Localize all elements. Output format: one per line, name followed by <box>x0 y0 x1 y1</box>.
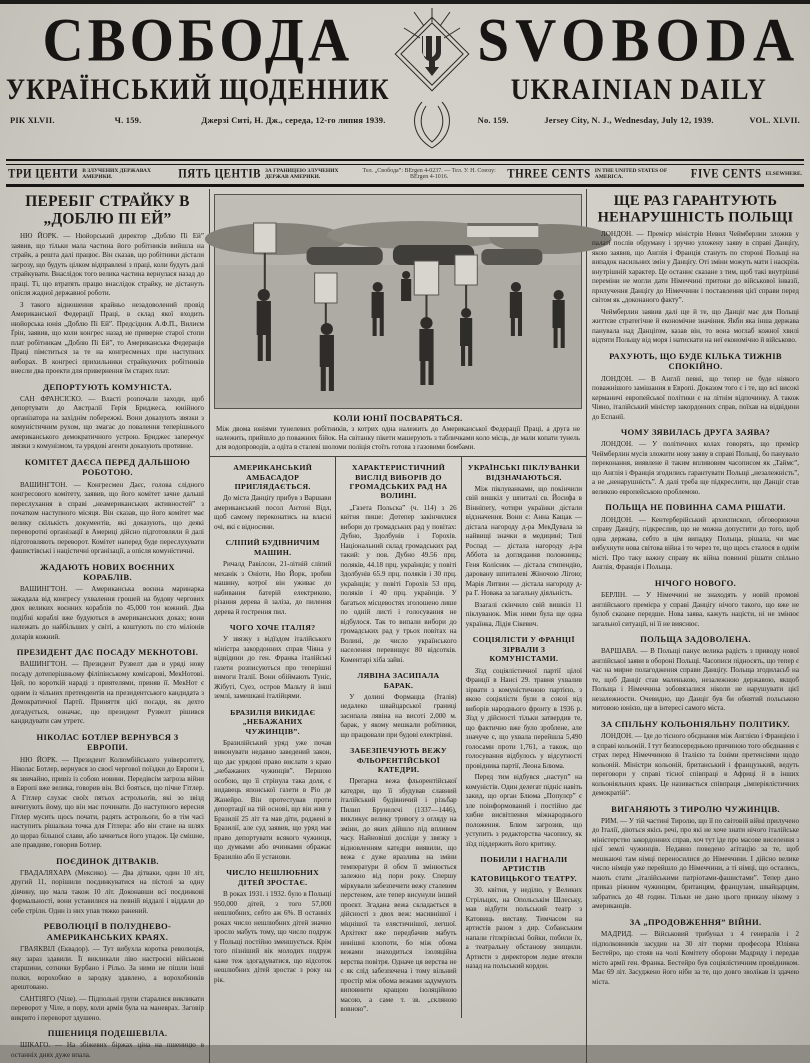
masthead-right <box>474 6 804 125</box>
article-headline: РАХУЮТЬ, ЩО БУДЕ КІЛЬКА ТИЖНІВ СПОКІЙНО. <box>609 350 782 372</box>
article-headline: ПОБИЛИ І НАГНАЛИ АРТИСТІВ КАТОВИЦЬКОГО ТЕАТРУ. <box>470 855 577 883</box>
article <box>340 746 456 1015</box>
article <box>214 708 331 863</box>
article-headline: ЧОМУ ЗЯВИЛАСЬ ДРУГА ЗАЯВА? <box>620 427 771 438</box>
article-body <box>592 516 799 573</box>
article <box>11 382 204 452</box>
article <box>592 427 799 497</box>
price-uk-three-cents-note: В ЗЛУЧЕНИХ ДЕРЖАВАХ АМЕРИКИ. <box>82 168 151 181</box>
article-paragraph: САН ФРАНСІСКО. — Власті розпочали заходи, щоб депортувати до Австралії Герія Бриджеса, юнійного організатора на західнім побережжі. Вони доказують звязки з комуністичним рухом, що змагає до повалення теперішнього американського демократичного устрою. Бриджес заперечує звязки з комунізмом, та урядові агенти доказують противне. <box>11 394 204 451</box>
article-paragraph: Зїзд соціялістичної партії цілої Франції в Нансі 29. травня ухвалив зірвати з комуністичною партією, з якою соціялісти були в союзі від виборів народнього фронту в 1936 р. Зїзд у дійсності тільки затвердив те, що фактично вже було зроблене, але значуче є, що ухвала перейшла 5,490 голосами проти 1,761, а також, що голосування відбулось у відсутності провідника партії, Леона Блюма. <box>465 666 582 770</box>
article <box>11 457 204 557</box>
article-headline: ДЕПОРТУЮТЬ КОМУНІСТА. <box>43 381 172 392</box>
page-body <box>6 189 804 1059</box>
right-column <box>587 189 804 1063</box>
article <box>466 463 582 629</box>
article-paragraph: ЛОНДОН. — Іде до тісного обєднання між Англією і Францією і в справі кольоній. І тут безпосередньою причиною того обєднання є страх перед Німеччиною й Італією та їхніми претенсіями щодо кольоній. Міністри кольоній, британський і французький, ведуть переговори у справі тісної співпраці в Африці й в інших кольоніяльних краях. Це називається співпраця „імперіялістичних демократій”. <box>592 732 799 798</box>
tryzub-trident-icon <box>392 6 472 156</box>
price-uk-1 <box>8 168 168 181</box>
article-headline: ЗА „ПРОДОВЖЕННЯ” ВІЙНИ. <box>629 916 762 927</box>
article-headline: ПРЕЗИДЕНТ ДАЄ ПОСАДУ МЕКНОТОВІ. <box>16 647 199 658</box>
article-headline: ПОЛЬЩА НЕ ПОВИННА САМА РІШАТИ. <box>605 502 786 513</box>
article-body <box>466 886 582 972</box>
price-en-three-cents-note: IN THE UNITED STATES OF AMERICA. <box>594 168 667 181</box>
article-body <box>214 494 331 532</box>
article-body <box>214 739 331 863</box>
article-body <box>214 560 331 617</box>
article-paragraph: ВАРШАВА. — В Польщі панує велика радість з приводу нової англійської заяви в обороні Польщі. Часописи підносять, що тепер є час на мирне полагодження справи Данціґу. Польща згодиласьб на те, щоб Данціґ став маленькою, незалежною державою, якщоб Польща і Німеччина зобовязалися ніколи не нарушувати цієї незалежности. Очевидно, що Данціґ був би обнятий польською митовою юнією, ще в інтересі самого міста. <box>592 647 799 713</box>
article <box>11 562 204 643</box>
article-paragraph: В роках 1931. і 1932. було в Польщі 950,000 дітей, з того 57,000 нешлюбних, себто аж 6%. В останніх роках число нешлюбних дітей значно зросло мабуть тому, що число подруж у Польщі постійно зменшується. Крім того пізніший вік молодих подруж каже теж здогадуватися, що відсоток нешлюбних дітей зростає з року на рік. <box>214 890 332 984</box>
article <box>592 634 799 714</box>
article-headline: ЧОГО ХОЧЕ ІТАЛІЯ? <box>229 623 316 632</box>
article-headline: ЗА СПІЛЬНУ КОЛЬОНІЯЛЬНУ ПОЛІТИКУ. <box>601 718 790 729</box>
article-paragraph: Ричалд Равілсон, 21-літній сліпий механік з Оніоти, Ню Йорк, зробив машину, котрої він уживає до набивання батерій електрикою, різання дерева й заліза, до пилення дерева й гострення пил. <box>214 560 332 616</box>
article-paragraph: НЮ ЙОРК. — Нюйорський директор „Доблю Пі Ей” заявив, що тільки мала частина його робітників вийшла на страйк, а решта далі працює. Він сказав, що робітники дістали загрозу, що будуть цілком відправлені з праці, коли будуть далі страйкувати. Внаслідок того велика частина вернулася назад до праці. Ті, що втратять працю внаслідок страйку, не дістануть опісля жадної державної роботи. <box>11 232 204 298</box>
article-paragraph: ВАШИНГТОН. — Американська воєнна маринарка зажадала від конгресу ухвалення грошей на будову чергових двох великих воєнних кораблів по 45,000 тон кожний. Два подібні кораблі вже будуються в американських доках; вони належать до найбільших у світі, а коштують по сто міліонів доларів кожний. <box>11 585 204 641</box>
price-en-2 <box>691 168 802 180</box>
article-body <box>11 585 204 642</box>
article-body <box>466 485 582 630</box>
masthead <box>6 6 804 156</box>
article-body <box>11 395 204 452</box>
article-paragraph: Між піклуванками, що покінчили свій вишкіл у шпиталі св. Йосифа в Вінніпеґу, чотири українки дістали відзначення. Вони є: Анна Кащак — дістала нагороду д-ра МекДувала за найвищі значки в медицині; Тилі Роспад — дістала нагороду д-ра Аббота за доглядання положниць; Геня Колісник — дістала стипендію, даровану шпиталеві Жіночою Лігою; Марія Литвин — дістала нагороду д-ра Г. Новака за загальну діяльність. <box>465 484 582 598</box>
article-headline: ЗАБЕЗПЕЧУЮТЬ ВЕЖУ ФЛЬОРЕНТІЙСЬКОЇ КАТЕДРИ. <box>350 746 447 775</box>
article-paragraph: БЕРЛІН. — У Німеччині не знаходять у новій промові англійського премієра у справі Данціґу нічого такого, що вже не булоб сказане передше. Нова заява, кажуть націсти, ні не змінює загальної ситуації, ні її не вияснює. <box>592 591 799 628</box>
article <box>466 855 582 972</box>
article-paragraph: РИМ. — У тій частині Тиролю, що її по світовій війні прилучено до Італії, діються якісь речі, про які не хоче знати нічого італійське міністерство закордонних справ, хоч тут іде про масове виселення з цієї землі чужинців. Недавно поведено агітацію за те, щоб мешкаючі там німці переносилися до Німеччини. І дійсно велике число німців уже перейшло до Німеччини, а ті німці, що остались, мають стати „італійськими патріотами-фашистами”. Тепер дано приказ ріжним чужинцям, британцям, французам, швайцарцям, забратись до 48 годин. Тільки не дано цього приказу нікому з американців. <box>592 816 799 911</box>
article <box>11 732 204 851</box>
article-paragraph: „Газета Польска” (ч. 114) з 26 квітня пише: Дотепер закінчилися вибори до громадських рад у повітах: Дубно, Здолбунів і Горохів. Національний склад громадських рад такий: у пов. Дубно 49.56 прц. поляків, 44.18 прц. українців; у повіті Здолбунів 65.9 прц. поляків і 30 прц. українців; у повіті Горохів 53 прц. поляків і 40 прц. українців. У багатьох місцевостях зголошено лише по одній листі і голосування не відбулося. Так то випали вибори до громадських рад у трьох повітах на Волині, де число українського населення перевищує 80 відсотків. Коментарі хіба зайві. <box>340 503 457 664</box>
article-headline: СЛІПИЙ БУДІВНИЧИМ МАШИН. <box>225 538 320 557</box>
price-uk-2 <box>178 168 351 181</box>
article <box>11 856 204 917</box>
article-paragraph: Бразилійський уряд уже почав виконувати недавно заведений закон, що дає урядові право вислати з краю „небажаних чужинців”. Першою особою, що її стрінула така доля, є видавець японської газети в Ріо де Жанейро. Він протестував проти депортації на тій основі, що він жив у Бразилії 25 літ та мав діти, роджені в Бразилії, але суд заявив, що уряд має право депортувати всякого чужинця, що думками або вчинками ображає Бразилію або її установи. <box>214 738 332 861</box>
center-subcolumn-1 <box>210 457 335 1018</box>
article-headline: ПЕРЕБІГ СТРАЙКУ В „ДОБЛЮ ПІ ЕЙ” <box>25 191 190 228</box>
article <box>592 351 799 422</box>
article-headline: ХАРАКТЕРИСТИЧНИЙ ВИСЛІД ВИБОРІВ ДО ГРОМАДСЬКИХ РАД НА ВОЛИНІ. <box>349 463 448 501</box>
article <box>592 502 799 572</box>
article-paragraph: У долині Формацца (Італія) недалеко швайцарської границі засипала лявіна на висоті 2,000 м. барак, у якому мешкали робітники, що працювали при будові електрівні. <box>340 692 457 739</box>
newspaper-title-ukrainian: СВОБОДА <box>42 6 354 75</box>
dateline-place-en: Jersey City, N. J., Wednesday, July 12, 1939. <box>544 115 714 125</box>
article-headline: СОЦІЯЛІСТИ У ФРАНЦІЇ ЗІРВАЛИ З КОМУНІСТАМИ. <box>472 635 575 664</box>
article <box>592 804 799 912</box>
pricebar-divider <box>6 184 804 187</box>
newspaper-subtitle-ukrainian: УКРАЇНСЬКИЙ ЩОДЕННИК <box>6 72 390 107</box>
article-headline: ПОЛЬЩА ЗАДОВОЛЕНА. <box>640 634 751 644</box>
article <box>11 1028 204 1060</box>
article-headline: ЧИСЛО НЕШЛЮБНИХ ДІТЕЙ ЗРОСТАЄ. <box>226 868 320 887</box>
strike-photo-image <box>215 195 581 403</box>
article-paragraph: З такого відношення крайньо незадоволений провід Американської Федерації Праці, в склад якої входить нюйорська юнія „Доблю Пі Ей”. Предсідник А.Ф.П., Вилиєм Ґрін, заявив, що коли конгрес назад не приверне старої стопи плат робітникам „Доблю Пі Ей”, то Американська Федерація Праці пімститься за те на конгресменах при наступних виборах. В конгресі прихильники страйкуючих робітників внесли два проекти для привернення їм старих плат. <box>11 300 204 376</box>
article <box>214 868 331 985</box>
article-headline: НІКОЛАС БОТЛЕР ВЕРНУВСЯ З ЕВРОПИ. <box>36 731 179 753</box>
article-paragraph: ВАШИНГТОН. — Конгресмен Даєс, голова слідного конгресового комітету, заявив, що його комітет зачне дальші переслухання в справі „неамериканських активностей” з початком наступного місяця. Він сказав, що його комітет має велику скількість документів, які доказують, що деякі переворотні організації в Америці дійсно підготовляли й далі підготовляють переворот. Комітет наперед буде переслухувати фашистівські і націстичні організації, а опісля комуністичні. <box>11 480 204 556</box>
article <box>592 191 799 346</box>
center-subcolumn-2 <box>335 457 460 1018</box>
price-uk-five-cents-note: ЗА ГРАНИЦЕЮ ЗЛУЧЕНИХ ДЕРЖАВ АМЕРИКИ. <box>264 168 339 181</box>
article-headline: ВИГАНЯЮТЬ З ТИРОЛЮ ЧУЖИНЦІВ. <box>611 803 780 814</box>
article <box>11 921 204 1023</box>
article-body <box>592 591 799 629</box>
article-body <box>214 890 331 985</box>
article-paragraph: ШІКАГО. — На збіжевих біржах ціна на пшеницю в останніх днях дуже впала. <box>11 1041 204 1059</box>
article <box>214 623 331 702</box>
article-body <box>11 1041 204 1060</box>
dateline-english <box>478 115 800 125</box>
photo-caption-title: КОЛИ ЮНІЇ ПОСВАРЯТЬСЯ. <box>333 412 463 423</box>
price-en-1 <box>507 168 680 181</box>
dateline-ukrainian <box>10 115 386 125</box>
photo-block <box>210 192 586 453</box>
article <box>11 191 204 377</box>
article-body <box>592 930 799 987</box>
article-paragraph: ГВАДАЛЯХАРА (Мексико). — Два дітваки, один 10 літ, другий 11, порішили поєдинкуватися на пістолі за одну дівчину, що мала також 10 літ. Доконавши всі поєдинкові формальності, вони уставилися на певній віддалі і віддали до себе стріли. Один із них упав тяжко ранений. <box>11 868 204 915</box>
article-body <box>592 375 799 423</box>
strike-photo <box>214 194 582 409</box>
article-paragraph: НЮ ЙОРК. — Президент Колюмбійського університету, Ніколас Ботлер, вернувся зо своєї чергової поїздки до Европи і, як звичайно, привіз із собою новини. Передівсім загроза війни в Европі вже велика, говорив він. Всі бояться, що пічне Гітлер. А Гітлер слухає своїх пятьох астрольоґів, які зо звізд вичитують йому, що він має починати. До наступного вересня Гітлер мусить щось почати, радять астрольоґи, бо в тім часі наступить рішальна точка для Гітлера: або він стане на шлях до щораз більшої слави, або зачнеться його упадок. Це смішне, але правдиве, говорив Ботлер. <box>11 755 204 850</box>
article-paragraph: ЛОНДОН. — В Англії певні, що тепер не буде ніякого поважнішого замішання в Европі. Доказом того є і те, що всі високі керманичі европейської політики є на літнім відпочинку. А також Чіяно, італійський міністер закордонних справ, поїхав на відвідини до Еспанії. <box>592 374 799 421</box>
article-paragraph: Взагалі скінчило свій вишкіл 11 піклуванок. Між ними була ще одна українка, Лідія Сікевич. <box>465 600 582 628</box>
article-headline: ЖАДАЮТЬ НОВИХ ВОЄННИХ КОРАБЛІВ. <box>40 561 175 582</box>
article <box>11 647 204 727</box>
masthead-left <box>6 6 390 125</box>
article-paragraph: ГВАЯКВІЛ (Еквадор). — Тут вибухла коротка революція, яку зараз здавили. Її викликали ліво настроєні військові старшини, сотники Бурбано і Рільо. За ними не пішли інші полки, ворохобню в зародку здавлено, а ворохобників арештовано. <box>11 945 204 992</box>
article-paragraph: Перед тим відбувся „наступ” на комуністів. Один делегат підніс навіть закид, що орган Блюма „Популєр” є зле поінформований і постійно дає хибне висвітлення міжнароднього положення. Блюм загрозив, що уступить з редакторства часопису, як зїзд піддержить його критику. <box>465 773 582 848</box>
article-headline: БРАЗИЛІЯ ВИКИДАЄ „НЕБАЖАНИХ ЧУЖИНЦІВ”. <box>230 707 316 736</box>
article-body <box>214 635 331 702</box>
newspaper-title-english: SVOBODA <box>477 6 801 75</box>
article <box>340 671 456 740</box>
article-headline: ПШЕНИЦЯ ПОДЕШЕВІЛА. <box>47 1028 168 1039</box>
price-en-three-cents: THREE CENTS <box>507 167 591 181</box>
article-body <box>592 440 799 497</box>
article-headline: ПОЄДИНОК ДІТВАКІВ. <box>56 855 159 866</box>
article <box>592 578 799 629</box>
article <box>340 463 456 665</box>
photo-caption-text: Між двома юніями тунелевих робітників, з котрих одна належить до Американської Федерації Праці, а друга не належить, прийшло до поважних бійок. На світанку пікети машерують з табличками коло місць, де мали копати тунель для водопроводів, а одіта в сталеві шоломи поліція стоїть готова з газовими бомбами. <box>216 424 580 452</box>
article-headline: НІЧОГО НОВОГО. <box>654 577 737 588</box>
article-paragraph: МАДРИД. — Військовий трибунал з 4 генералів і 2 підполковників засудив на 30 літ тюрми професора Юліяна Бестейро, що стояв на чолі Комітету оборони Мадриду і передав місто армії ген. Франка. Бестейро був соціялістичним провідником. Має 69 літ. Засуджено його ніби за те, що довго зволікав із здачею міста. <box>592 930 799 986</box>
center-subcolumn-3 <box>461 457 586 1018</box>
dateline-place-uk: Джерзі Ситі, Н. Дж., середа, 12-го липня 1939. <box>201 115 386 125</box>
article-paragraph: ЛОНДОН. — Премієр міністрів Невил Чеймберлин зложив у палаті послів обдуману і зручно уложену заяву в справі Данціґу, якою заявив, що Англія і Франція стануть по стороні Польщі на випадок насильних змін у Данціґу. Оті зміни можуть мати і наскрізь внутрішній характер. Це останнє сказане з тим, щоб такі внутрішні переміни не могли дати Німеччині притоки до військової інвазії, прилучення Данціґу до Німеччини і поставлення цієї справи перед світом як „доконаного факту”. <box>592 229 799 305</box>
article-body <box>11 945 204 1023</box>
article-body <box>340 693 456 741</box>
article-headline: КОМІТЕТ ДАЄСА ПЕРЕД ДАЛЬШОЮ РОБОТОЮ. <box>24 456 191 478</box>
article-paragraph: Чеймберлин заявив далі ще й те, що Данціґ має для Польщі життєве стратегічне й економічне значіння. Якби яка інша держава панувала над Данціґом, казав він, то вона моглаб кожної хвилі відтяти Польщу від моря і натискати на неї економічно й військово. <box>592 307 799 345</box>
price-en-five-cents: FIVE CENTS <box>690 167 762 181</box>
article-body <box>592 230 799 346</box>
article-paragraph: ЛОНДОН. — Кентерберійський архиєпископ, обговорюючи справу Данціґу, підкреслив, що не можна допустити до того, щоб одна держава, себто в цім випадку Польща, рішала, чи має вибухнути нова світова війна і то через те, що щось сталося в однім місті. Про таку важну справу як війна повинні рішати спільно Англія, Франція і Польща. <box>592 515 799 572</box>
article <box>592 917 799 987</box>
article-body <box>11 756 204 851</box>
masthead-emblem <box>390 6 474 156</box>
article-headline: ЛЯВІНА ЗАСИПАЛА БАРАК. <box>357 671 440 690</box>
article-body <box>466 667 582 850</box>
article-paragraph: 30. квітня, у неділю, у Великих Стрільцях, на Опольськім Шлеську, мав відбути польський театр з Катовиць виставу. Тимчасом на артистів разом з дир. Собанським напали гітлєрівські бойки, побили їх, а театральну обстанову знищили. Артисти з директором ледве втекли назад на польський кордон. <box>465 886 582 971</box>
article-paragraph: ВАШИНГТОН. — Президент Рузвелт дав в уряді нову посаду дотеперішньому філіпінському комісарові, МекНотові. Цей, по короткій нараді з приятелями, приняв її. МекНот є одним із чільних претендентів на президентського кандидата з Демократичної Партії. Приняття цієї посади, як дехто догадується, означає, що президент Рузвелт рішився кандидувати сам утретє. <box>11 660 204 726</box>
article-headline: АМЕРИКАНСЬКИЙ АМБАСАДОР ПРИГЛЯДАЄТЬСЯ. <box>233 463 313 491</box>
article-body <box>340 504 456 666</box>
article-body <box>11 660 204 727</box>
price-bar <box>6 165 804 184</box>
article-paragraph: Прегарна вежа фльорентійської катедри, що її збудував славний італійський будівничий і різьбар Пилип Брунелєчі (1337—1446), викликує велику тривогу з огляду на зміни, до яких дійшло під впливом часу. Найновіші досліди у звязку з відновленням катедри виявили, що вежа є дуже вразлива на зміни температури й обєм її змінюється залежно від пори року. Спершу міркували забезпечити вежу сталевим перстенем, але тепер висунули інший проєкт. Згадана вежа складається в дійсності з двох веж: масивнішої і міцнішої та елястичнішої, легшої. Архітект вже передбачив мабуть нинішні клопоти, бо між обома вежами знаходиться ізоляційна верства повітря. Одначе ця верства не є як слід забезпечена і тому вільний простір між обома вежами задумують виповнити кращою ізоляційною масою, а саме т. зв. „скляною вовною”. <box>340 777 457 1014</box>
article-paragraph: У звязку з відїздом італійського міністра закордонних справ Чіяна у відвідини до ген. Франка італійські газети розписуються про теперішні вимоги Італії. Вони обіймають Туніс, Жібуті, Суез, остров Мальту й інші землі, замешкані італійцями. <box>214 635 332 701</box>
dateline-issue-en: No. 159. <box>477 115 509 125</box>
price-uk-three-cents: ТРИ ЦЕНТИ <box>8 167 79 181</box>
article-body <box>11 481 204 557</box>
article-headline: УКРАЇНСЬКІ ПІКЛУВАНКИ ВІДЗНАЧАЮТЬСЯ. <box>467 463 580 482</box>
center-column <box>209 189 587 1063</box>
article-paragraph: ЛОНДОН. — У політичних колах говорять, що премієр Чеймберлин мусів зложити нову заяву в справі Польщі, бо панувало переконання, виявлене й таким впливовим часописом як „Таймс”, що Англія і Франція згодились гарантувати Польщі „незалежність”, а не „ненарушність”. А далі треба ще підкреслити, що Данціґ став великою европейською проблемою. <box>592 440 799 496</box>
article-body <box>592 817 799 912</box>
article-body <box>340 777 456 1015</box>
article-body <box>592 732 799 799</box>
telephone-line: Тел. „Свобода”: BErgen 4-0237. — Тел. У. Н. Союзу: BErgen 4-1016. <box>362 168 496 181</box>
article-headline: ЩЕ РАЗ ГАРАНТУЮТЬ НЕНАРУШНІСТЬ ПОЛЬЩІ <box>597 191 794 226</box>
left-column <box>6 189 209 1063</box>
dateline-year-uk: РІК XLVII. <box>10 115 55 125</box>
dateline-vol-en: VOL. XLVII. <box>749 115 800 125</box>
center-subcolumns <box>210 457 586 1018</box>
article-body <box>11 232 204 377</box>
article <box>592 719 799 799</box>
article <box>214 463 331 532</box>
article-body <box>11 869 204 917</box>
newspaper-subtitle-english: UKRAINIAN DAILY <box>510 72 767 107</box>
article <box>214 538 331 617</box>
article-paragraph: САНТІЯГО (Чіле). — Підпольні групи старалися викликати переворот у Чіле, в пору, коли армія була на маневрах. Заговір викрито і переворот здушено. <box>11 994 204 1022</box>
price-uk-five-cents: ПЯТЬ ЦЕНТІВ <box>178 167 261 181</box>
article-body <box>592 647 799 714</box>
article-paragraph: До міста Данціґу прибув з Варшави американський посол Антоні Відл, щоб самому переконатись на власні очі, які є відносини. <box>214 494 332 531</box>
article <box>466 635 582 849</box>
price-en-five-cents-note: ELSEWHERE. <box>765 171 802 178</box>
dateline-issue-uk: Ч. 159. <box>114 115 142 125</box>
article-headline: РЕВОЛЮЦІЇ В ПОЛУДНЕВО-АМЕРИКАНСЬКИХ КРАЯХ. <box>43 921 172 942</box>
